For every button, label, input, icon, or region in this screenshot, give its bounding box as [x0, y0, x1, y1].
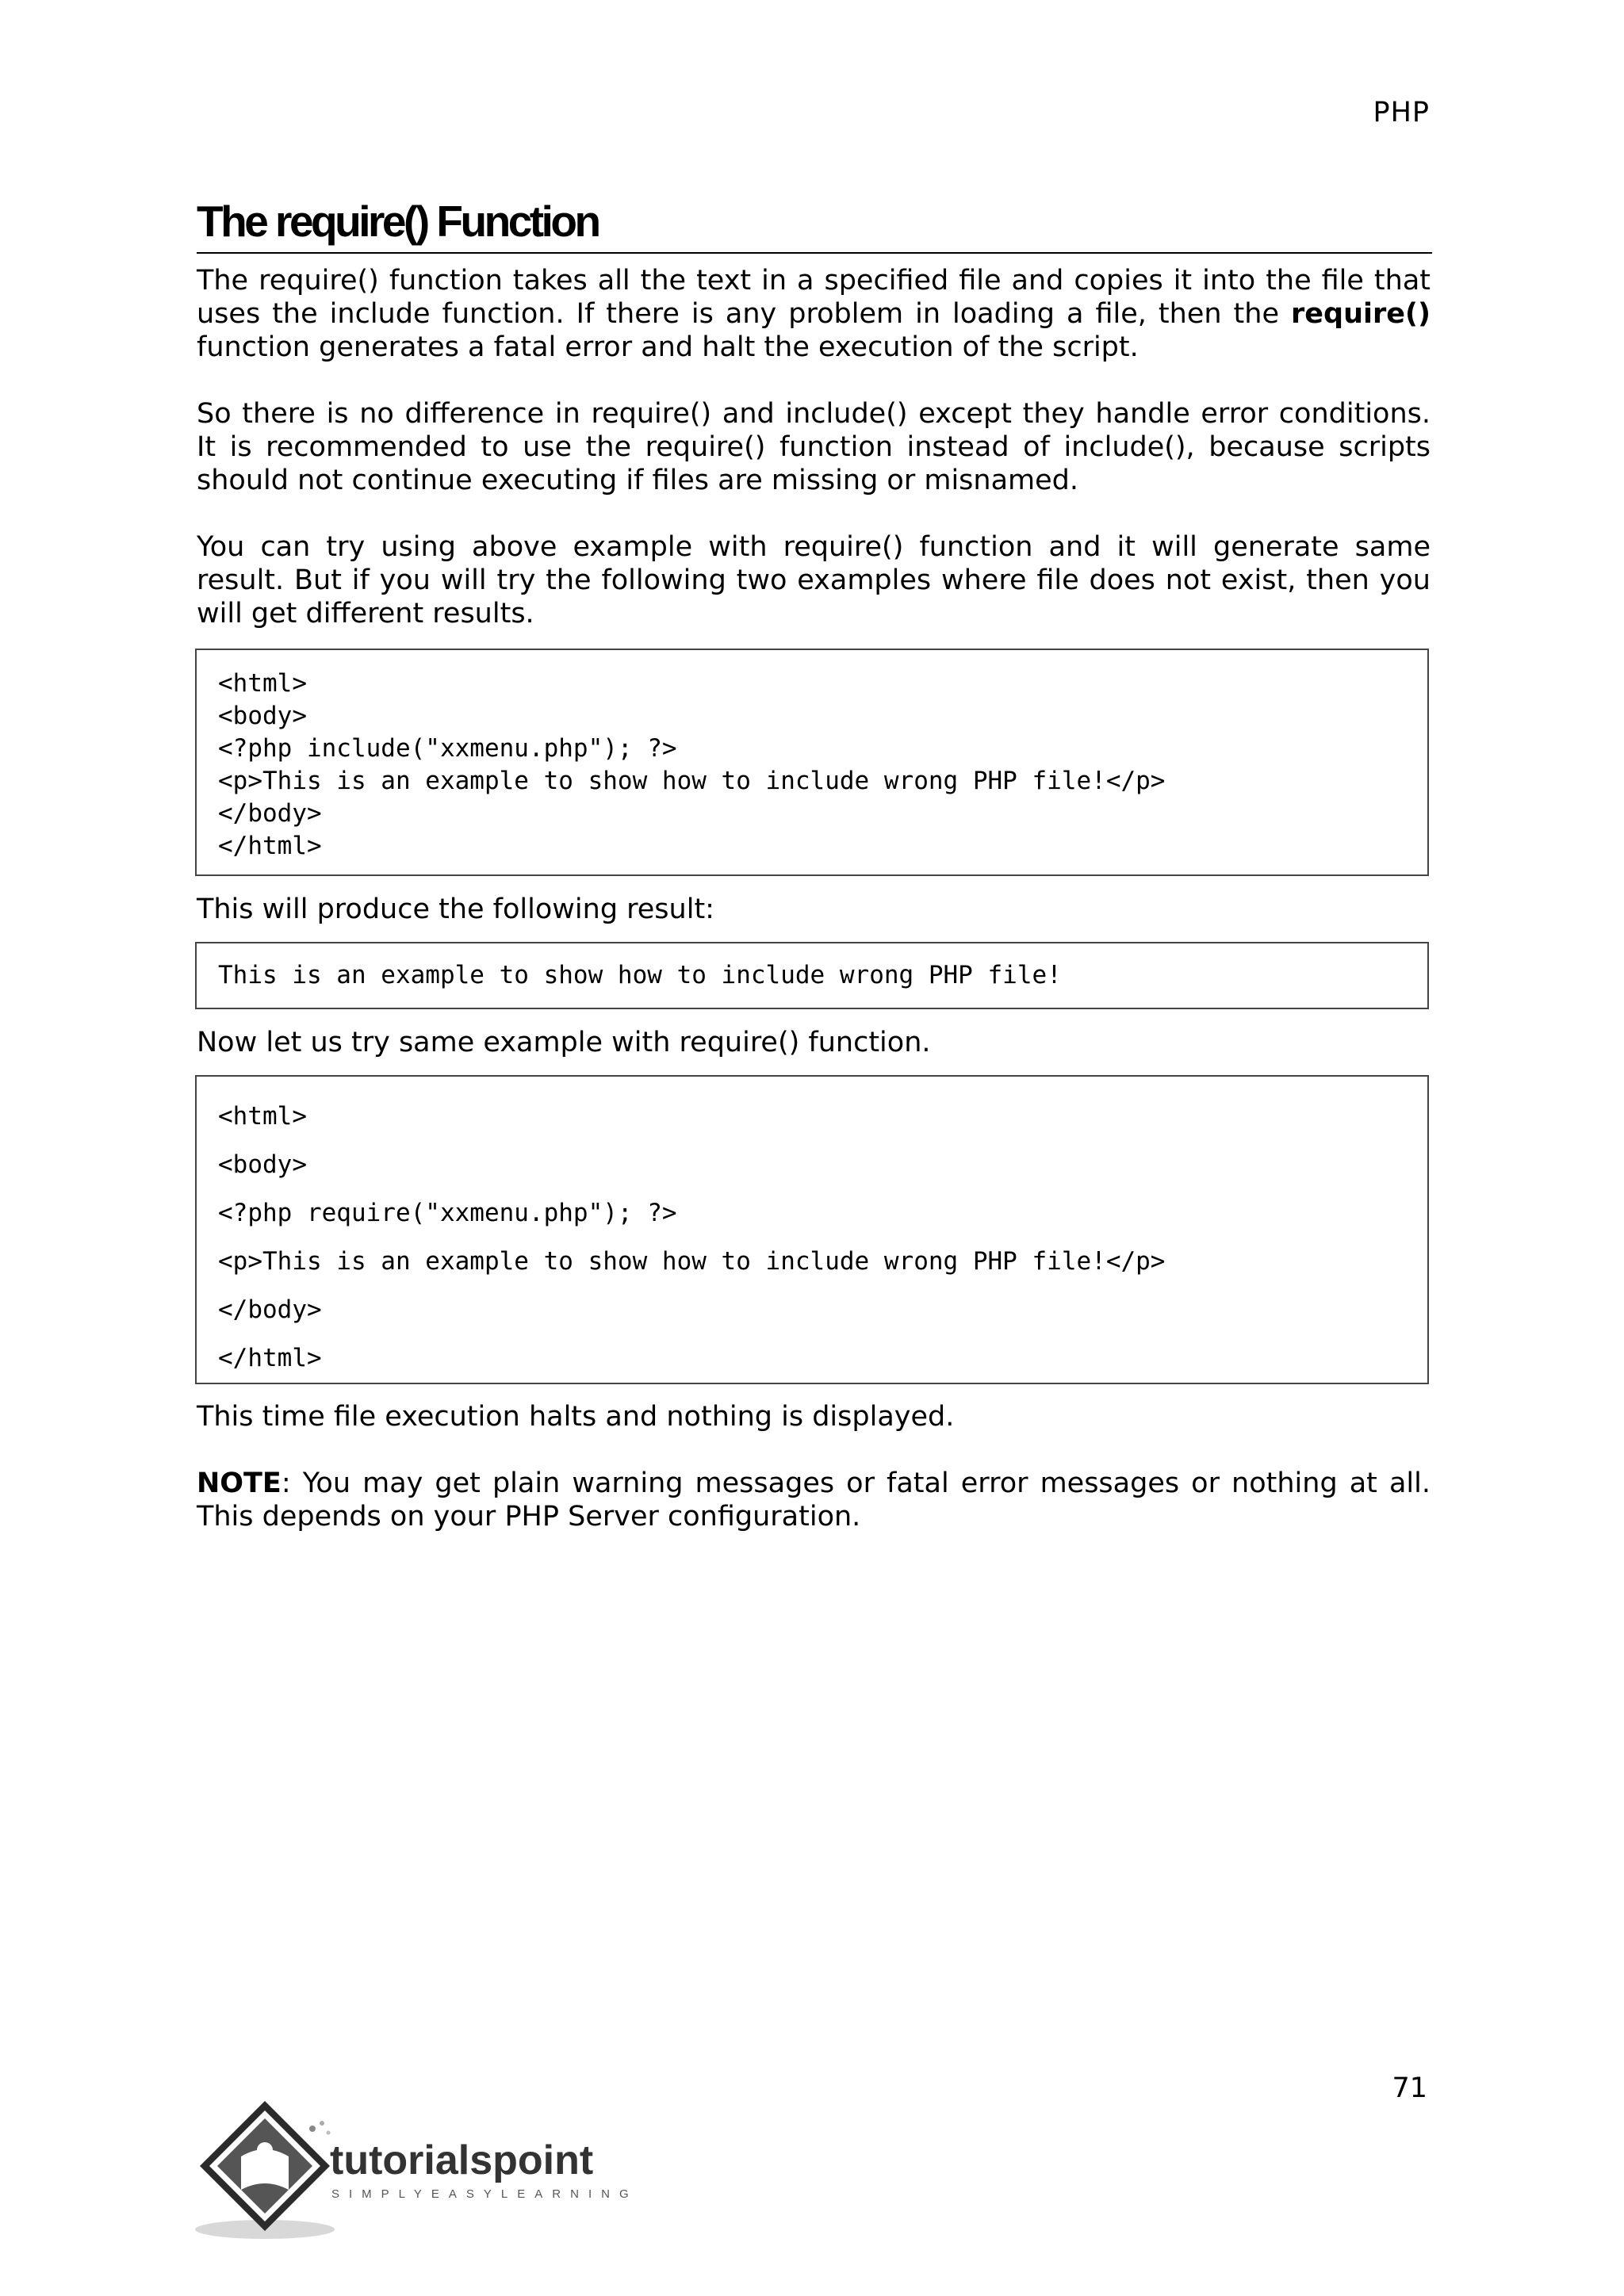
note-text: : You may get plain warning messages or fatal error messages or nothing at all. This depends on your PHP Server configuration. [197, 1468, 1431, 1533]
code-line: <html> [218, 669, 307, 698]
logo-dot [309, 2126, 316, 2132]
page-number: 71 [1392, 2072, 1427, 2104]
logo-dot [327, 2131, 331, 2135]
paragraph-result-intro: This will produce the following result: [197, 894, 714, 925]
code-line: </html> [218, 1344, 322, 1372]
code-line: <body> [218, 702, 307, 730]
person-head-icon [257, 2142, 273, 2158]
paragraph-require-try: Now let us try same example with require() function. [197, 1027, 931, 1058]
inline-code-require: require() [1291, 298, 1431, 330]
code-block-require [195, 1075, 1429, 1384]
running-header: PHP [1373, 97, 1430, 128]
code-line: <p>This is an example to show how to include wrong PHP file!</p> [218, 767, 1166, 795]
paragraph-require-intro [197, 264, 1431, 364]
code-line: <p>This is an example to show how to include wrong PHP file!</p> [218, 1247, 1166, 1276]
paragraph-text: function generates a fatal error and halt the execution of the script. [197, 331, 1139, 363]
paragraph-try-example: You can try using above example with require() function and it will generate same result. But if you will try the following two examples where file does not exist, then you will get different results. [197, 531, 1431, 629]
tutorialspoint-logo [193, 2101, 669, 2244]
code-line: <html> [218, 1102, 307, 1131]
note-label: NOTE [197, 1468, 282, 1499]
code-line: </body> [218, 799, 322, 828]
paragraph-difference: So there is no difference in require() and include() except they handle error conditions. It is recommended to use the require() function instead of include(), because scripts should not continue executing if files are missing or misnamed. [197, 398, 1431, 496]
paragraph-halts: This time file execution halts and nothing is displayed. [197, 1401, 955, 1433]
code-line: <body> [218, 1150, 307, 1179]
result-block [195, 942, 1429, 1009]
logo-dot [320, 2121, 324, 2126]
result-line: This is an example to show how to include wrong PHP file! [218, 961, 1062, 989]
logo-tagline: SIMPLYEASYLEARNING [331, 2187, 638, 2201]
section-title: The require() Function [197, 193, 1432, 254]
code-block-include [195, 649, 1429, 876]
logo-wordmark: tutorialspoint [330, 2137, 594, 2183]
note-paragraph [197, 1467, 1431, 1533]
code-line: <?php require("xxmenu.php"); ?> [218, 1199, 677, 1227]
code-line: </html> [218, 832, 322, 860]
code-line: </body> [218, 1295, 322, 1324]
code-line: <?php include("xxmenu.php"); ?> [218, 734, 677, 763]
paragraph-text: The require() function takes all the text in a specified file and copies it into the file that uses the include function. If there is any problem in loading a file, then the [197, 265, 1431, 330]
